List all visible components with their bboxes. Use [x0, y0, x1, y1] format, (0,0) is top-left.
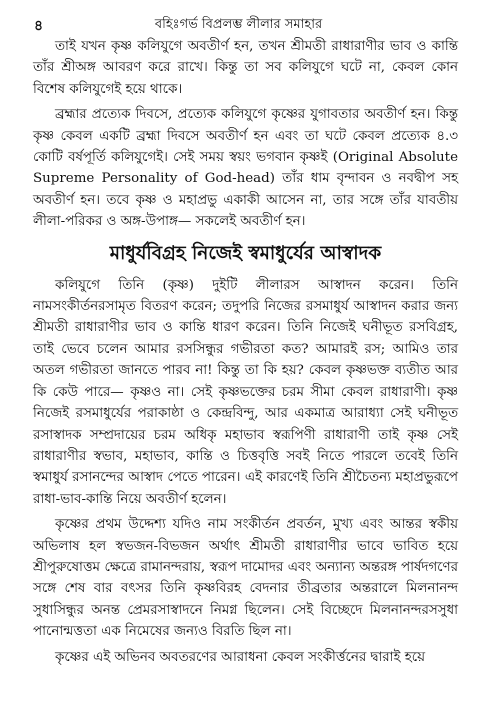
page-header	[0, 14, 477, 36]
paragraph: তাই যখন কৃষ্ণ কলিযুগে অবতীর্ণ হন, তখন শ্রীমতী রাধারাণীর ভাব ও কান্তি তাঁর শ্রীঅঙ্গ আবরণ করে রাখে। কিন্তু তা সব কলিযুগে ঘটে না, কেবল কোন বিশেষ কলিযুগেই হয়ে থাকে।	[33, 39, 458, 97]
paragraph: কলিযুগে তিনি (কৃষ্ণ) দুইটি লীলারস আস্বাদন করেন। তিনি নামসংকীর্তনরসামৃত বিতরণ করেন; তদুপরি নিজের রসমাধুর্য আস্বাদন করার জন্য শ্রীমতী রাধারাণীর ভাব ও কান্তি ধারণ করেন। তিনি নিজেই ঘনীভূত রসবিগ্রহ, তাই ভেবে চলেন আমার রসসিন্ধুর গভীরতা কত? আমারই রস; আমিও তার অতল গভীরতা জানতে পারব না! কিন্তু তা কি হয়? কেবল কৃষ্ণভক্ত ব্যতীত আর কি কেউ পারে— কৃষ্ণও না। সেই কৃষ্ণভক্তের চরম সীমা কেবল রাধারাণী। কৃষ্ণ নিজেই রসমাধুর্যের পরাকাষ্ঠা ও কেন্দ্রবিন্দু, আর একমাত্র আরাধ্যা সেই ঘনীভূত রসাস্বাদক সম্প্রদায়ের চরম অধিকৃ মহাভাব স্বরূপিণী রাধারাণী তাই কৃষ্ণ সেই রাধারাণীর স্বভাব, মহাভাব, কান্তি ও চিত্তবৃত্তি সবই নিতে পারলে তবেই তিনি স্বমাধুর্য রসানন্দের আস্বাদ পেতে পারেন। এই কারণেই তিনি শ্রীচৈতন্য মহাপ্রভুরূপে রাধা-ভাব-কান্তি নিয়ে অবতীর্ণ হলেন।	[33, 277, 458, 507]
paragraph: ব্রহ্মার প্রত্যেক দিবসে, প্রত্যেক কলিযুগে কৃষ্ণের যুগাবতার অবতীর্ণ হন। কিন্তু কৃষ্ণ কেবল একটি ব্রহ্মা দিবসে অবতীর্ণ হন এবং তা ঘটে কেবল প্রত্যেক ৪.৩ কোটি বর্ষপূর্তি কলিযুগেই। সেই সময় স্বয়ং ভগবান কৃষ্ণই (Original Absolute Supreme Personality of God-head) তাঁর ধাম বৃন্দাবন ও নবদ্বীপ সহ অবতীর্ণ হন। তবে কৃষ্ণ ও মহাপ্রভু একাকী আসেন না, তার সঙ্গে তাঁর যাবতীয় লীলা-পরিকর ও অঙ্গ-উপাঙ্গ— সকলেই অবতীর্ণ হন।	[33, 107, 458, 230]
running-title: বহিঃগর্ভ বিপ্রলম্ভ লীলার সমাহার	[154, 17, 323, 32]
paragraph: কৃষ্ণের এই অভিনব অবতরণের আরাধনা কেবল সংকীর্ত্তনের দ্বারাই হয়ে	[55, 649, 426, 665]
paragraph: কৃষ্ণের প্রথম উদ্দেশ্য যদিও নাম সংকীর্তন প্রবর্তন, মুখ্য এবং আন্তর স্বকীয় অভিলাষ হল স্বভজন-বিভজন অর্থাৎ শ্রীমতী রাধারাণীর ভাবে ভাবিত হয়ে শ্রীপুরুষোত্তম ক্ষেত্রে রামানন্দরায়, স্বরূপ দামোদর এবং অন্যান্য অন্তরঙ্গ পার্ষদগণের সঙ্গে শেষ বার বৎসর তিনি কৃষ্ণবিরহ বেদনার তীব্রতার অন্তরালে মিলনানন্দ সুধাসিন্ধুর অনন্ত প্রেমরসাস্বাদনে নিমগ্ন ছিলেন। সেই বিচ্ছেদে মিলনানন্দরসসুধা পানোন্মত্ততা এক নিমেষের জন্যও বিরতি ছিল না।	[33, 517, 458, 640]
section-heading: মাধুর্যবিগ্রহ নিজেই স্বমাধুর্যের আস্বাদক	[109, 242, 382, 264]
body-text	[33, 36, 458, 672]
page-number: ৪	[34, 18, 44, 34]
